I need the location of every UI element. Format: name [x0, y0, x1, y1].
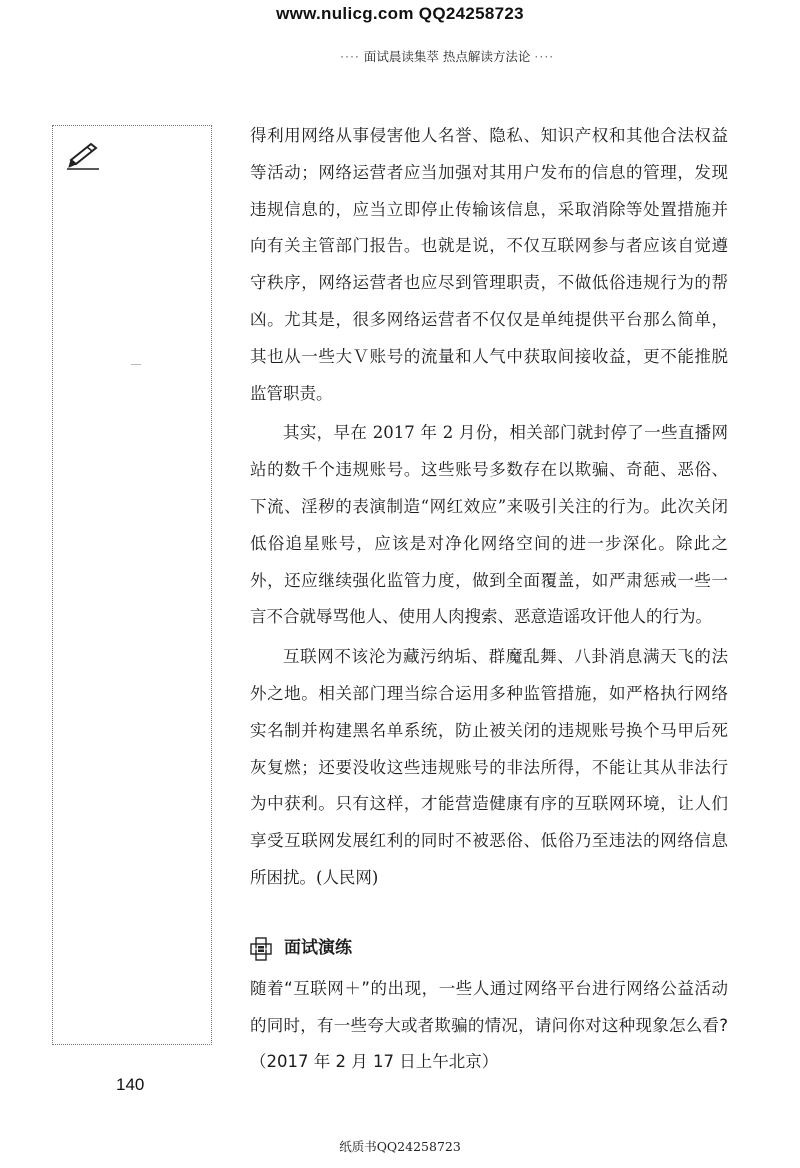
header-subtitle: 热点解读方法论	[442, 49, 531, 64]
section-title: 面试演练	[284, 938, 352, 959]
page-number: 140	[116, 1075, 145, 1094]
watermark-top: www.nulicg.com QQ24258723	[276, 4, 524, 23]
header-title: 面试晨读集萃	[363, 49, 439, 64]
notes-mark	[131, 364, 141, 365]
article-body	[250, 118, 728, 1084]
article-paragraph: 得利用网络从事侵害他人名誉、隐私、知识产权和其他合法权益等活动；网络运营者应当加强对其用户发布的信息的管理，发现违规信息的，应当立即停止传输该信息，采取消除等处置措施并向有关主管部门报告。也就是说，不仅互联网参与者应该自觉遵守秩序，网络运营者也应尽到管理职责，不做低俗违规行为的帮凶。尤其是，很多网络运营者不仅仅是单纯提供平台那么简单，其也从一些大Ｖ账号的流量和人气中获取间接收益，更不能推脱监管职责。	[250, 126, 728, 403]
article-paragraph: 其实，早在 2017 年 2 月份，相关部门就封停了一些直播网站的数千个违规账号。这些账号多数存在以欺骗、奇葩、恶俗、下流、淫秽的表演制造“网红效应”来吸引关注的行为。此次关闭低俗追星账号，应该是对净化网络空间的进一步深化。除此之外，还应继续强化监管力度，做到全面覆盖，如严肃惩戒一些一言不合就辱骂他人、使用人肉搜索、恶意造谣攻讦他人的行为。	[250, 423, 728, 627]
running-header	[340, 47, 650, 65]
section-heading	[250, 931, 728, 967]
watermark-bottom: 纸质书QQ24258723	[339, 1139, 461, 1154]
article-paragraph: 互联网不该沦为藏污纳垢、群魔乱舞、八卦消息满天飞的法外之地。相关部门理当综合运用多种监管措施，如严格执行网络实名制并构建黑名单系统，防止被关闭的违规账号换个马甲后死灰复燃；还要没收这些违规账号的非法所得，不能让其从非法行为中获利。只有这样，才能营造健康有序的互联网环境，让人们享受互联网发展红利的同时不被恶俗、低俗乃至违法的网络信息所困扰。(人民网)	[250, 647, 728, 887]
exercise-question: 随着“互联网＋”的出现，一些人通过网络平台进行网络公益活动的同时，有一些夸大或者欺骗的情况，请问你对这种现象怎么看?（2017 年 2 月 17 日上午北京）	[250, 978, 728, 1072]
pen-icon	[65, 140, 101, 170]
header-dots-left: ····	[340, 49, 360, 64]
exercise-icon	[250, 937, 272, 961]
header-dots-right: ····	[534, 49, 555, 64]
notes-margin-box	[52, 125, 212, 1045]
